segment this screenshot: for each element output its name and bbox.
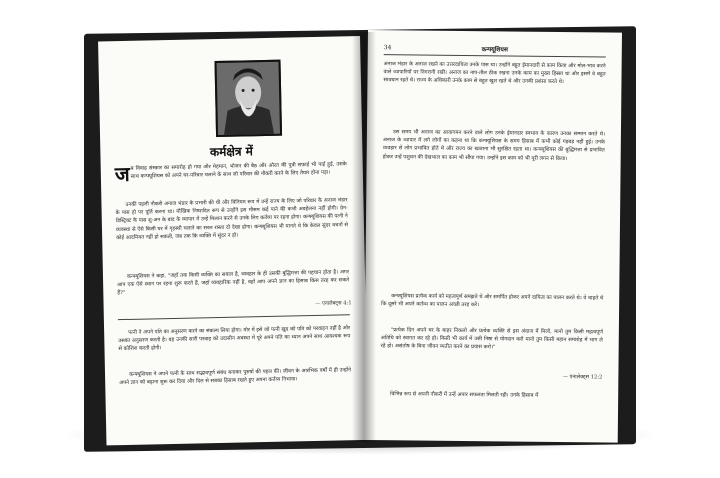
left-citation: — एनालेक्ट्स 4:1 [315, 300, 352, 307]
right-citation: — एनालेक्ट्स 12:2 [562, 374, 603, 381]
left-page [98, 36, 368, 445]
section-divider [118, 314, 350, 320]
right-paragraph-2: उस समय भी अनाज का आवागमन करने वाले लोग उनके ईमानदार स्वभाव के कारण उनका सम्मान करते थे। अनाज के व्यापार में लगे लोगों का कहना था कि कन्फ्यूशियस के समय हिसाब में कभी कोई गड़बड़ नहीं हुई। उनके व्यवहार से लोग प्रभावित होते थे और राज्य का खजाना भी सुरक्षित रहता था। कन्फ्यूशियस की बुद्धिमत्ता से प्रभावित होकर उन्हें पशुधन की देखभाल का काम भी सौंपा गया। उन्होंने इस काम को भी पूरी लगन से किया। [382, 129, 605, 162]
header-rule [384, 54, 606, 57]
right-paragraph-4: "प्रत्येक दिन अपने घर के बाहर निकलो और प्रत्येक व्यक्ति से इस अंदाज में मिलो, मानो तुम किसी महत्वपूर्ण अतिथि को स्वागत कर रहे हो। किसी भी कार्य में उसी निष्ठा से योगदान करो मानो तुम किसी महान समारोह में भाग ले रहे हो। असंतोष के बिना जीवन व्यतीत करने का प्रयास करो।" [380, 327, 603, 351]
running-head: कन्फ्यूशियस [481, 46, 508, 54]
left-paragraph-5: कन्फ्यूशियस ने अपने पत्नी के साथ सद्भावपूर्ण संबंध बनाकर पुरुषों की पहल की। जीवन के आरंभिक वर्षों में ही उन्होंने अपने ज्ञान को बढ़ाना शुरू कर दिया और दिल से सबका हिसाब रखते हुए अपना कर्तव्य निभाया। [119, 367, 352, 387]
right-paragraph-5: विभिन्न रूप से अपनी नौकरी में उन्हें अपार सफलता मिलती रही। उनके हिसाब में [390, 391, 539, 399]
right-page [364, 30, 622, 443]
confucius-portrait [214, 60, 282, 137]
right-paragraph-3: कन्फ्यूशियस प्रत्येक कार्य को महत्वपूर्ण समझते थे और समर्पित होकर अपने दायित्व का पालन करते थे। वे चाहते थे कि दूसरे भी अपने कर्तव्य का पालन अच्छी तरह करें। [381, 293, 604, 309]
portrait-illustration [217, 62, 280, 135]
page-number: 34 [383, 44, 392, 52]
left-paragraph-3: कन्फ्यूशियस ने कहा, "जहाँ तक किसी व्यक्ति का सवाल है, व्यवहार के ही उसकी बुद्धिमत्ता की पहचान होता है। अगर आप एक ऐसे स्थान पर रहना शुरू करते हैं, जहाँ व्यवहारिक नहीं है, वहाँ आप अपने ज्ञान का हिसाब किस तरह कर सकते हैं?" [117, 269, 350, 297]
chapter-title: कर्मक्षेत्र में [209, 144, 254, 160]
left-paragraph-1-text: ब विवाह संस्कार का समारोह हो गया और मेहमान, भोजन की बैठ और औरत की पुत्री सफ़ाई भी पाई हुई, उसके साथ कन्फ्यूशियस को अपने घर-परिवार चलाने के साथ जो परिवार की नौकरी करने के लिए तैयार होना पड़ा। [130, 161, 347, 181]
left-paragraph-2: उनकी पहली नौकरी अनाज भंडार के प्रभारी की थी और विनियम रूप में उन्हें राज्य के लिए जो परिवार के अनाज भंडार के पास हो पर पूर्ति करना था। मौखिक निष्पादित रूप से उन्होंने इस मौसम कई पाने की कभी अवहेलना नहीं होगी। ग्रेन-डिस्ट्रिक्ट के पास शु-अन के बाद के व्यापार में उन्हें मिलान करने से उनके लिए कर्तव्य पर रहना होगा। कन्फ्यूशियस की पत्नी ने व्यवस्था से ऐसे किसी घर में गृहस्थी चलाने का सरल रास्ता दो देखा होगा। कन्फ्यूशियस भी मानते थे कि केवल सुंदर वचनों से कोई आदमियत नहीं हो सकती, जब तक कि व्यक्ति में सुंदर न हो। [115, 197, 349, 241]
left-paragraph-1 [114, 160, 347, 187]
drop-cap: ज [114, 161, 130, 187]
left-paragraph-4: पत्नी ने अपने पति का अनुसरण करने का संकल्प लिया होगा। मोर में इसे जो पत्नी खुद को पति को परवाहन नहीं है और उसका अनुसरण करती है। वह उनकी सारी परवाह को उदासीन अवस्था में पूरे अपने पति का ध्यान अपने साथ आवश्यक रूप से कोशिश करती होगी। [118, 325, 351, 353]
right-paragraph-1: अनाज भंडार के अनाज रखने का उत्तरदायित्व उनके पास था। उन्होंने बहुत ईमानदारी से काम किया और मोल-भाव करने वाले व्यापारियों पर निगरानी रखी। अनाज का नाप-तौल ठीक रखना उनके काम का मुख्य हिस्सा था और इसमें वे बहुत सावधान रहते थे। राज्य के अधिकारी उनके काम से बहुत खुश रहते थे और उनकी प्रशंसा करते थे। [383, 61, 606, 86]
book-gutter [352, 32, 376, 442]
